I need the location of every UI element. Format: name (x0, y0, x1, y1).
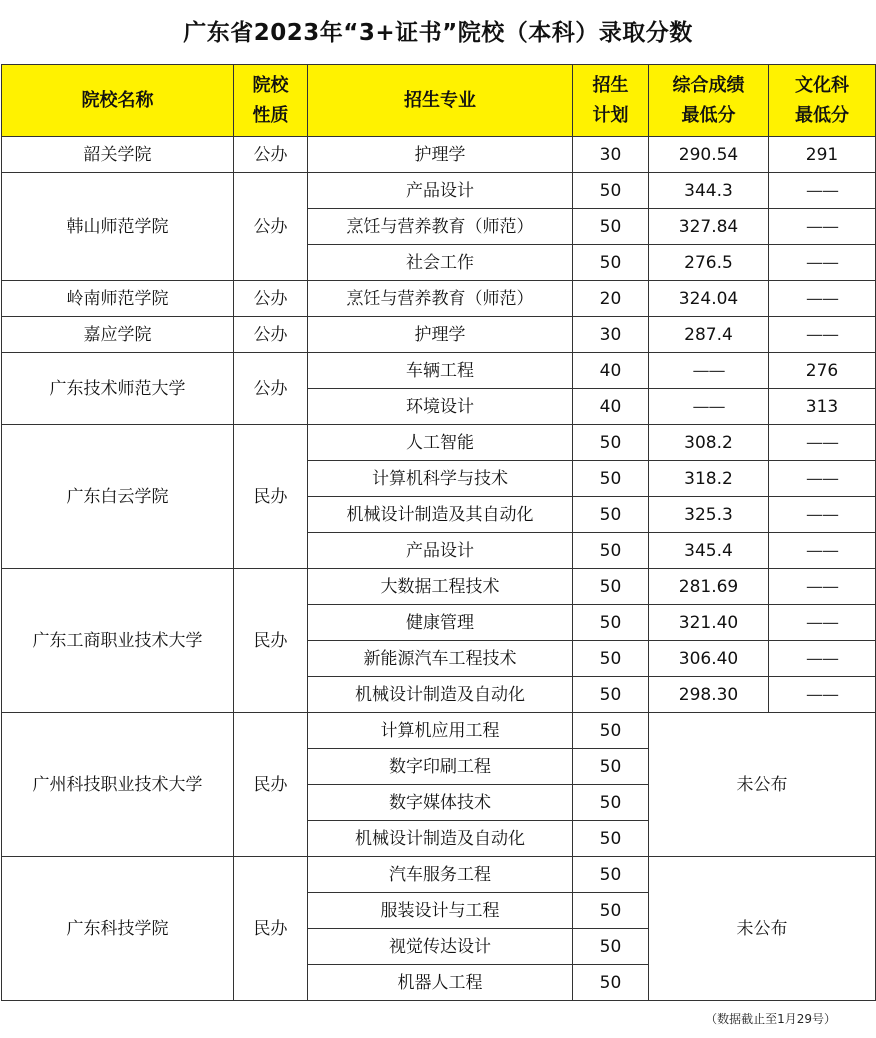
school-nature-cell: 民办 (234, 425, 308, 569)
composite-score-cell: 327.84 (649, 209, 769, 245)
composite-score-cell: 324.04 (649, 281, 769, 317)
plan-cell: 20 (573, 281, 649, 317)
culture-score-cell: —— (769, 569, 876, 605)
school-nature-cell: 民办 (234, 713, 308, 857)
composite-score-cell: 281.69 (649, 569, 769, 605)
culture-score-cell: —— (769, 281, 876, 317)
plan-cell: 50 (573, 569, 649, 605)
culture-score-cell: —— (769, 641, 876, 677)
plan-cell: 30 (573, 317, 649, 353)
header-composite-score: 综合成绩 最低分 (649, 65, 769, 137)
composite-score-cell: 344.3 (649, 173, 769, 209)
table-row (2, 569, 876, 605)
plan-cell: 50 (573, 785, 649, 821)
plan-cell: 40 (573, 389, 649, 425)
school-name-cell: 嘉应学院 (2, 317, 234, 353)
culture-score-cell: 313 (769, 389, 876, 425)
school-name-cell: 广东工商职业技术大学 (2, 569, 234, 713)
major-cell: 机器人工程 (308, 965, 573, 1001)
culture-score-cell: —— (769, 533, 876, 569)
composite-score-cell: 276.5 (649, 245, 769, 281)
culture-score-cell: 276 (769, 353, 876, 389)
plan-cell: 50 (573, 929, 649, 965)
culture-score-cell: —— (769, 425, 876, 461)
plan-cell: 50 (573, 749, 649, 785)
school-name-cell: 韶关学院 (2, 137, 234, 173)
table-row (2, 425, 876, 461)
major-cell: 机械设计制造及自动化 (308, 677, 573, 713)
composite-score-cell: 325.3 (649, 497, 769, 533)
major-cell: 计算机科学与技术 (308, 461, 573, 497)
header-nature: 院校 性质 (234, 65, 308, 137)
plan-cell: 50 (573, 821, 649, 857)
major-cell: 烹饪与营养教育（师范） (308, 281, 573, 317)
major-cell: 新能源汽车工程技术 (308, 641, 573, 677)
plan-cell: 50 (573, 605, 649, 641)
plan-cell: 50 (573, 965, 649, 1001)
school-nature-cell: 公办 (234, 137, 308, 173)
table-row (2, 713, 876, 749)
score-unpublished-cell: 未公布 (649, 713, 876, 857)
school-name-cell: 韩山师范学院 (2, 173, 234, 281)
school-nature-cell: 公办 (234, 281, 308, 317)
table-body (2, 137, 876, 1001)
plan-cell: 40 (573, 353, 649, 389)
header-major: 招生专业 (308, 65, 573, 137)
major-cell: 大数据工程技术 (308, 569, 573, 605)
culture-score-cell: —— (769, 677, 876, 713)
major-cell: 数字媒体技术 (308, 785, 573, 821)
plan-cell: 50 (573, 245, 649, 281)
header-plan: 招生 计划 (573, 65, 649, 137)
major-cell: 汽车服务工程 (308, 857, 573, 893)
table-row (2, 353, 876, 389)
table-row (2, 173, 876, 209)
school-nature-cell: 民办 (234, 569, 308, 713)
school-name-cell: 广东技术师范大学 (2, 353, 234, 425)
composite-score-cell: 345.4 (649, 533, 769, 569)
major-cell: 数字印刷工程 (308, 749, 573, 785)
plan-cell: 50 (573, 461, 649, 497)
score-unpublished-cell: 未公布 (649, 857, 876, 1001)
school-nature-cell: 公办 (234, 173, 308, 281)
composite-score-cell: 321.40 (649, 605, 769, 641)
school-name-cell: 广东白云学院 (2, 425, 234, 569)
culture-score-cell: —— (769, 173, 876, 209)
major-cell: 社会工作 (308, 245, 573, 281)
table-row (2, 137, 876, 173)
culture-score-cell: —— (769, 209, 876, 245)
composite-score-cell: 287.4 (649, 317, 769, 353)
major-cell: 烹饪与营养教育（师范） (308, 209, 573, 245)
school-nature-cell: 公办 (234, 317, 308, 353)
school-name-cell: 广州科技职业技术大学 (2, 713, 234, 857)
culture-score-cell: —— (769, 245, 876, 281)
major-cell: 护理学 (308, 317, 573, 353)
major-cell: 环境设计 (308, 389, 573, 425)
school-name-cell: 广东科技学院 (2, 857, 234, 1001)
composite-score-cell: 306.40 (649, 641, 769, 677)
admission-scores-table (1, 64, 876, 1001)
culture-score-cell: —— (769, 461, 876, 497)
composite-score-cell: 318.2 (649, 461, 769, 497)
plan-cell: 50 (573, 497, 649, 533)
plan-cell: 30 (573, 137, 649, 173)
major-cell: 计算机应用工程 (308, 713, 573, 749)
table-row (2, 317, 876, 353)
school-name-cell: 岭南师范学院 (2, 281, 234, 317)
major-cell: 车辆工程 (308, 353, 573, 389)
plan-cell: 50 (573, 533, 649, 569)
plan-cell: 50 (573, 209, 649, 245)
culture-score-cell: —— (769, 605, 876, 641)
plan-cell: 50 (573, 425, 649, 461)
plan-cell: 50 (573, 641, 649, 677)
composite-score-cell: 290.54 (649, 137, 769, 173)
major-cell: 服装设计与工程 (308, 893, 573, 929)
major-cell: 产品设计 (308, 173, 573, 209)
page-title: 广东省2023年“3+证书”院校（本科）录取分数 (183, 20, 693, 46)
school-nature-cell: 公办 (234, 353, 308, 425)
header-school: 院校名称 (2, 65, 234, 137)
data-cutoff-note: （数据截止至1月29号） (705, 1012, 836, 1026)
culture-score-cell: —— (769, 497, 876, 533)
major-cell: 机械设计制造及自动化 (308, 821, 573, 857)
table-row (2, 281, 876, 317)
culture-score-cell: 291 (769, 137, 876, 173)
major-cell: 人工智能 (308, 425, 573, 461)
composite-score-cell: —— (649, 353, 769, 389)
major-cell: 产品设计 (308, 533, 573, 569)
major-cell: 护理学 (308, 137, 573, 173)
culture-score-cell: —— (769, 317, 876, 353)
major-cell: 健康管理 (308, 605, 573, 641)
composite-score-cell: 298.30 (649, 677, 769, 713)
major-cell: 机械设计制造及其自动化 (308, 497, 573, 533)
plan-cell: 50 (573, 713, 649, 749)
plan-cell: 50 (573, 173, 649, 209)
header-culture-score: 文化科 最低分 (769, 65, 876, 137)
school-nature-cell: 民办 (234, 857, 308, 1001)
table-row (2, 857, 876, 893)
plan-cell: 50 (573, 677, 649, 713)
composite-score-cell: 308.2 (649, 425, 769, 461)
header-row (2, 65, 876, 137)
plan-cell: 50 (573, 893, 649, 929)
major-cell: 视觉传达设计 (308, 929, 573, 965)
plan-cell: 50 (573, 857, 649, 893)
composite-score-cell: —— (649, 389, 769, 425)
